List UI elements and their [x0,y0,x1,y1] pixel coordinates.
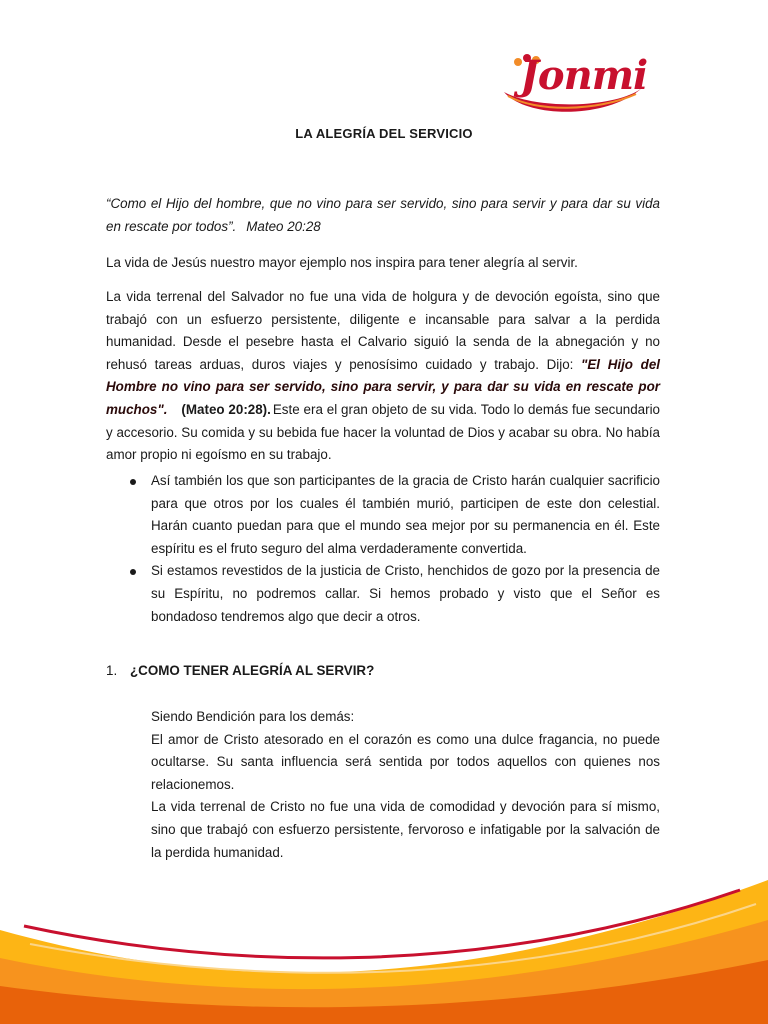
bullet-icon [130,479,136,485]
main-paragraph [106,286,660,467]
paragraph-reference: (Mateo 20:28). [181,401,271,417]
intro-paragraph: La vida de Jesús nuestro mayor ejemplo nos inspira para tener alegría al servir. [106,255,578,270]
scripture-quote [106,193,660,238]
section-paragraph-1: El amor de Cristo atesorado en el corazón es como una dulce fragancia, no puede ocultarse. Su santa influencia será sentida por todos aquellos con quienes nos relacionemos. [151,731,660,792]
bullet-icon [130,569,136,575]
paragraph-text-before: La vida terrenal del Salvador no fue una vida de holgura y de devoción egoísta, sino que trabajó con un esfuerzo persistente, diligente e incansable para salvar a la perdida humanidad. Desde el pesebre hasta el Calvario siguió la senda de la abnegación y no rehusó tareas arduas, duros viajes y penosísimo cuidado y trabajo. Dijo: [106,289,660,372]
section-body [151,706,660,864]
section-number: 1. [106,663,118,678]
list-item [106,470,660,560]
bullet-list [106,470,660,628]
footer-wave-decoration [0,860,768,1024]
section-subheading: Siendo Bendición para los demás: [151,709,355,724]
document-title: LA ALEGRÍA DEL SERVICIO [295,126,473,141]
quote-reference: Mateo 20:28 [246,218,321,234]
list-item [106,560,660,628]
brand-logo [496,48,646,120]
bullet-text: Si estamos revestidos de la justicia de Cristo, henchidos de gozo por la presencia de su Espíritu, no podremos callar. Si hemos probado y visto que el Señor es bondadoso tendremos algo que decir a otros. [151,563,660,624]
paragraph-emphasis-quote: "El Hijo del Hombre no vino para ser servido, sino para servir, y para dar su vida en rescate por muchos". [106,356,660,417]
section-paragraph-2: La vida terrenal de Cristo no fue una vida de comodidad y devoción para sí mismo, sino que trabajó con esfuerzo persistente, fervoroso e infatigable por la salvación de la perdida humanidad. [151,799,660,860]
bullet-text: Así también los que son participantes de la gracia de Cristo harán cualquier sacrificio para que otros por los cuales él también murió, participen de este don celestial. Harán cuanto puedan para que el mundo sea mejor por su permanencia en él. Este espíritu es el fruto seguro del alma verdaderamente convertida. [151,473,660,556]
wave-graphic [0,860,768,1024]
quote-text: “Como el Hijo del hombre, que no vino para ser servido, sino para servir y para dar su vida en rescate por todos”. [106,196,660,234]
section-title: ¿COMO TENER ALEGRÍA AL SERVIR? [130,663,375,678]
section-heading [106,660,374,682]
paragraph-text-after: Este era el gran objeto de su vida. Todo lo demás fue secundario y accesorio. Su comida y su bebida fue hacer la voluntad de Dios y acabar su obra. No había amor propio ni egoísmo en su trabajo. [106,401,661,463]
logo-wordmark: Jonmi [520,52,648,99]
